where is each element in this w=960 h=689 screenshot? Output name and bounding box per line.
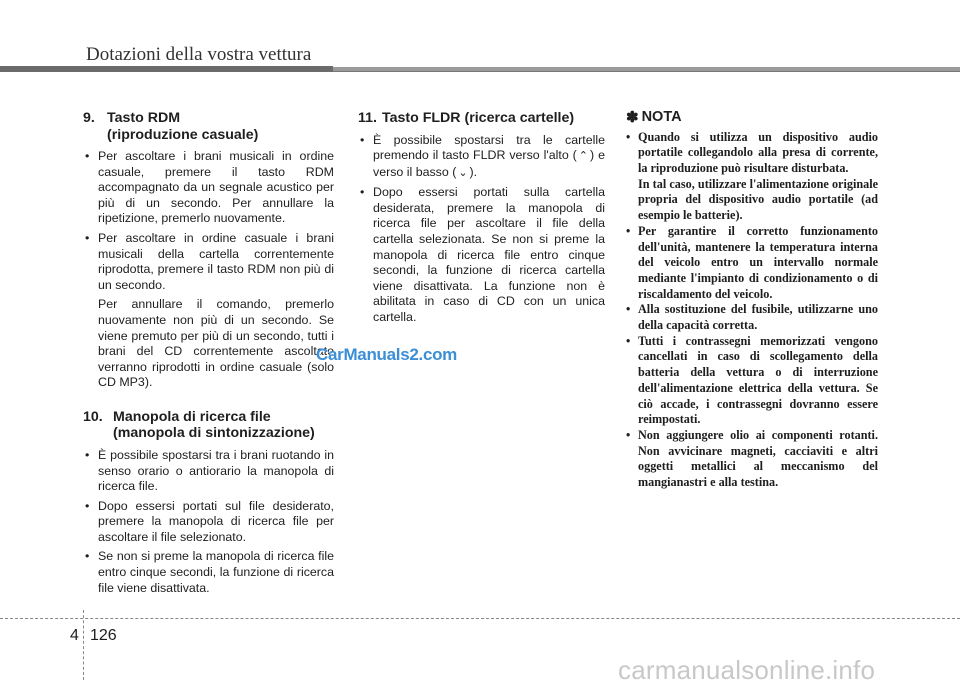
section-10-title: Manopola di ricerca file bbox=[113, 408, 271, 425]
asterisk-icon: ✽ bbox=[626, 109, 639, 126]
chevron-down-icon: ⌄ bbox=[458, 166, 468, 179]
list-item: • Se non si preme la manopola di ricerca file entro cinque secondi, la funzione di ricerca file viene disattivata. bbox=[83, 549, 334, 596]
watermark: CarManuals2.com bbox=[316, 345, 457, 364]
site-watermark: carmanualsonline.info bbox=[618, 655, 876, 685]
section-9-extra-text: Per annullare il comando, premerlo nuovamente non più di un secondo. Se viene premuto per più di un secondo, tutti i brani del CD correntemente ascoltato verranno riprodotti in ordine casuale (solo CD MP3). bbox=[98, 297, 334, 390]
header-rule-accent bbox=[0, 66, 333, 72]
list-item: • Per garantire il corretto funzionamento dell'unità, mantenere la temperatura interna del veicolo entro un intervallo normale mediante l'impianto di condizionamento o di riscaldamento del veicolo. bbox=[626, 224, 878, 303]
chapter-number: 4 bbox=[70, 627, 79, 644]
section-9-heading: 9. Tasto RDM (riproduzione casuale) bbox=[83, 110, 334, 143]
list-item: • Dopo essersi portati sul file desiderato, premere la manopola di ricerca file per ascoltare il file selezionato. bbox=[83, 499, 334, 546]
list-item: • Per ascoltare i brani musicali in ordine casuale, premere il tasto RDM accompagnato da un segnale acustico per più di un secondo. Per annullare la ripetizione, premerlo nuovamente. bbox=[83, 149, 334, 227]
section-9-list bbox=[83, 149, 334, 293]
section-11-title: Tasto FLDR (ricerca cartelle) bbox=[382, 110, 575, 126]
list-item: • Tutti i contrassegni memorizzati vengono cancellati in caso di scollegamento della batteria della vettura o di interruzione dell'alimentazione elettrica della vettura. Se ciò accade, i contrassegni dovranno essere reimpostati. bbox=[626, 334, 878, 428]
list-item: • Dopo essersi portati sulla cartella desiderata, premere la manopola di ricerca file per ascoltare il file della cartella selezionata. Se non si preme la manopola di ricerca file entro cinque secondi, la funzione di ricerca cartella viene disattivata. La funzione non è abilitata in caso di CD con un unica cartella. bbox=[358, 185, 605, 325]
list-item: • È possibile spostarsi tra le cartelle premendo il tasto FLDR verso l'alto ( ⌃ ) e verso il basso ( ⌄ ). bbox=[358, 133, 605, 182]
section-9-subtitle: (riproduzione casuale) bbox=[107, 126, 259, 143]
column-right bbox=[626, 110, 878, 491]
list-item: • È possibile spostarsi tra i brani ruotando in senso orario o antiorario la manopola di ricerca file. bbox=[83, 448, 334, 495]
nota-heading bbox=[626, 110, 878, 126]
header-thin-rule bbox=[333, 71, 960, 72]
nota-list bbox=[626, 130, 878, 491]
list-item: • Per ascoltare in ordine casuale i brani musicali della cartella correntemente riprodotta, premere il tasto RDM non più di un secondo. bbox=[83, 231, 334, 293]
section-11-list bbox=[358, 133, 605, 326]
footer-vertical-rule bbox=[83, 610, 84, 680]
section-10-heading: 10. Manopola di ricerca file (manopola di sintonizzazione) bbox=[83, 409, 334, 442]
section-10-list bbox=[83, 448, 334, 596]
chevron-up-icon: ⌃ bbox=[578, 150, 589, 163]
column-left bbox=[83, 110, 334, 600]
list-item: • Non aggiungere olio ai componenti rotanti. Non avvicinare magneti, cacciaviti e altri oggetti metallici al meccanismo del mangianastri e alla testina. bbox=[626, 428, 878, 491]
nota-title: NOTA bbox=[641, 109, 682, 125]
page-header-title: Dotazioni della vostra vettura bbox=[86, 44, 312, 65]
footer-horizontal-rule bbox=[0, 618, 960, 619]
section-10-subtitle: (manopola di sintonizzazione) bbox=[113, 425, 315, 442]
page-number: 126 bbox=[90, 627, 117, 644]
section-9-title: Tasto RDM bbox=[107, 110, 181, 126]
section-11-heading: 11. Tasto FLDR (ricerca cartelle) bbox=[358, 110, 575, 126]
column-middle bbox=[358, 110, 605, 330]
list-item: • Quando si utilizza un dispositivo audio portatile collegandolo alla presa di corrente, la riproduzione può risultare disturbata. In tal caso, utilizzare l'alimentazione originale propria del dispositivo audio portatile (ad esempio le batterie). bbox=[626, 130, 878, 224]
list-item: • Alla sostituzione del fusibile, utilizzarne uno della capacità corretta. bbox=[626, 302, 878, 333]
